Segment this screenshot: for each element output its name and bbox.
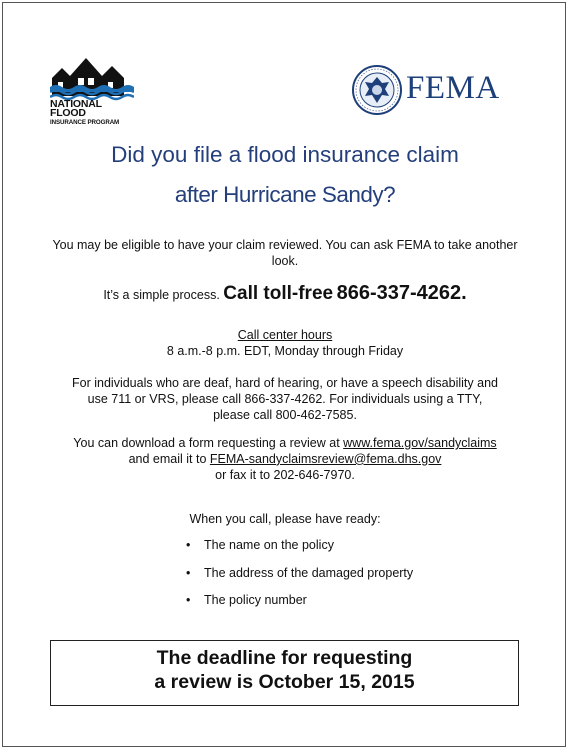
deadline-box: [50, 640, 519, 706]
deadline-line1: The deadline for requesting: [156, 647, 413, 669]
call-center-hours-title: Call center hours: [237, 328, 333, 342]
headline-line1: Did you file a flood insurance claim: [111, 142, 459, 167]
download-text: [40, 436, 530, 483]
accessibility-text: [40, 376, 530, 423]
dhs-seal-icon: [352, 65, 402, 115]
call-toll-free: Call toll-free: [223, 283, 334, 304]
list-item-text: The address of the damaged property: [204, 565, 414, 580]
sandyclaims-link[interactable]: www.fema.gov/sandyclaims: [343, 436, 497, 450]
list-item: [186, 566, 413, 594]
fema-wordmark: FEMA: [406, 70, 500, 106]
accessibility-line2: use 711 or VRS, please call 866-337-4262. For individuals using a TTY,: [87, 391, 483, 406]
bullet-icon: •: [186, 565, 191, 580]
bullet-icon: •: [186, 593, 191, 607]
nfip-logo-text: [50, 100, 140, 127]
nfip-line2: INSURANCE PROGRAM: [50, 119, 120, 126]
call-center-hours-text: 8 a.m.-8 p.m. EDT, Monday through Friday: [166, 344, 404, 358]
list-item-text: The policy number: [204, 593, 307, 607]
deadline-line2: a review is October 15, 2015: [154, 671, 415, 693]
list-item: [186, 538, 413, 566]
simple-process-line: [40, 282, 530, 304]
download-line1: [40, 436, 530, 452]
simple-lead: It’s a simple process.: [103, 288, 220, 302]
toll-free-phone[interactable]: 866-337-4262.: [336, 282, 467, 304]
nfip-line1: NATIONAL FLOOD: [50, 98, 102, 119]
fax-line: or fax it to 202-646-7970.: [215, 467, 355, 482]
accessibility-line3: please call 800-462-7585.: [213, 407, 357, 422]
list-item: [186, 593, 413, 621]
download-line2: [40, 452, 530, 468]
email-prefix: and email it to: [128, 451, 207, 466]
headline-line2: after Hurricane Sandy?: [174, 182, 396, 207]
bullet-icon: •: [186, 538, 191, 552]
ready-intro: When you call, please have ready:: [189, 512, 381, 526]
claims-review-email-link[interactable]: FEMA-sandyclaimsreview@fema.dhs.gov: [209, 451, 442, 466]
download-prefix: You can download a form requesting a review at: [73, 436, 340, 450]
accessibility-line1: For individuals who are deaf, hard of hearing, or have a speech disability and: [72, 376, 498, 390]
ready-list: [186, 538, 413, 621]
eligibility-text: You may be eligible to have your claim reviewed. You can ask FEMA to take another look.: [52, 238, 518, 268]
list-item-text: The name on the policy: [204, 538, 334, 552]
